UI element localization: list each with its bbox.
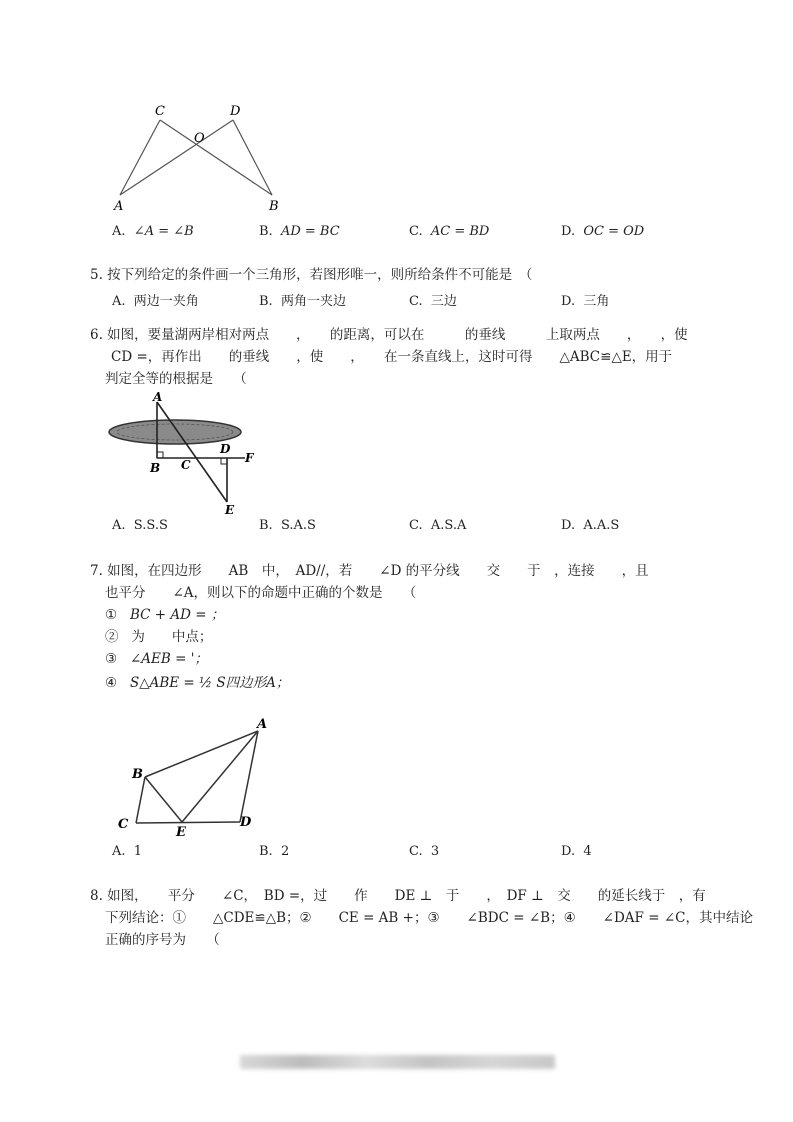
q5-option-c: C. 三边 <box>409 294 457 309</box>
q8-line-2: 下列结论：① △CDE≌△B；② CE = AB +；③ ∠BDC = ∠B；④ ∠DAF = ∠C，其中结论 <box>105 910 753 926</box>
q6-option-a: A. S.S.S <box>112 518 168 533</box>
q7-line-2: 也平分 ∠A，则以下的命题中正确的个数是 （ <box>105 585 417 601</box>
q8-line-3: 正确的序号为 （ <box>105 932 220 948</box>
figure-q7 <box>112 712 272 842</box>
fig7-label-b: B <box>132 767 143 782</box>
q4-option-c: C. AC = BD <box>409 224 490 239</box>
q7-option-c: C. 3 <box>409 844 440 859</box>
q7-line-1: 7. 如图，在四边形 AB 中， AD//，若 ∠D 的平分线 交 于 ，连接 ，且 <box>90 563 649 579</box>
q4-option-d: D. OC = OD <box>561 224 645 239</box>
figure-q4 <box>105 100 295 215</box>
fig1-label-c: C <box>155 104 165 119</box>
fig1-label-o: O <box>194 131 205 146</box>
q6-line-1: 6. 如图，要量湖两岸相对两点 ， 的距离，可以在 的垂线 上取两点 ， ，使 <box>90 327 688 343</box>
fig1-label-a: A <box>114 199 124 214</box>
fig6-label-e: E <box>225 503 235 517</box>
q5-option-b: B. 两角一夹边 <box>259 294 346 309</box>
q7-option-b: B. 2 <box>259 844 290 859</box>
q5-option-d: D. 三角 <box>561 294 610 309</box>
blurred-footer <box>240 1055 555 1069</box>
fig6-label-d: D <box>220 442 231 456</box>
q8-line-1: 8. 如图， 平分 ∠C， BD =，过 作 DE ⊥ 于 ， DF ⊥ 交 的延长线于 ，有 <box>90 888 706 904</box>
fig7-label-c: C <box>118 817 129 832</box>
q7-item-4: ④ S△ABE = ½ S四边形A； <box>105 675 290 691</box>
q4-option-a: A. ∠A = ∠B <box>112 224 194 239</box>
fig6-label-c: C <box>181 458 191 472</box>
fig6-label-a: A <box>153 390 163 404</box>
q6-line-2: CD =，再作出 的垂线 ，使 ， 在一条直线上，这时可得 △ABC≌△E，用于 <box>111 349 673 365</box>
q7-item-2: ② 为 中点； <box>105 629 213 645</box>
q6-option-d: D. A.A.S <box>561 518 620 533</box>
fig6-label-b: B <box>150 461 161 475</box>
q6-line-3: 判定全等的根据是 （ <box>105 371 247 387</box>
q5-option-a: A. 两边一夹角 <box>112 294 199 309</box>
q7-item-3: ③ ∠AEB = '； <box>105 651 208 667</box>
q5-stem: 5. 按下列给定的条件画一个三角形，若图形唯一，则所给条件不可能是 （ <box>90 267 533 283</box>
q6-option-c: C. A.S.A <box>409 518 467 533</box>
fig7-label-d: D <box>240 815 252 830</box>
q4-option-b: B. AD = BC <box>259 224 340 239</box>
fig1-label-b: B <box>269 199 279 214</box>
fig7-label-e: E <box>176 825 186 840</box>
fig7-label-a: A <box>257 717 268 732</box>
figure-q6 <box>105 390 265 518</box>
q7-item-1: ① BC + AD = ； <box>105 607 225 623</box>
q6-option-b: B. S.A.S <box>259 518 316 533</box>
fig1-label-d: D <box>230 104 241 119</box>
q7-option-d: D. 4 <box>561 844 592 859</box>
q7-option-a: A. 1 <box>112 844 143 859</box>
fig6-label-f: F <box>245 451 254 465</box>
